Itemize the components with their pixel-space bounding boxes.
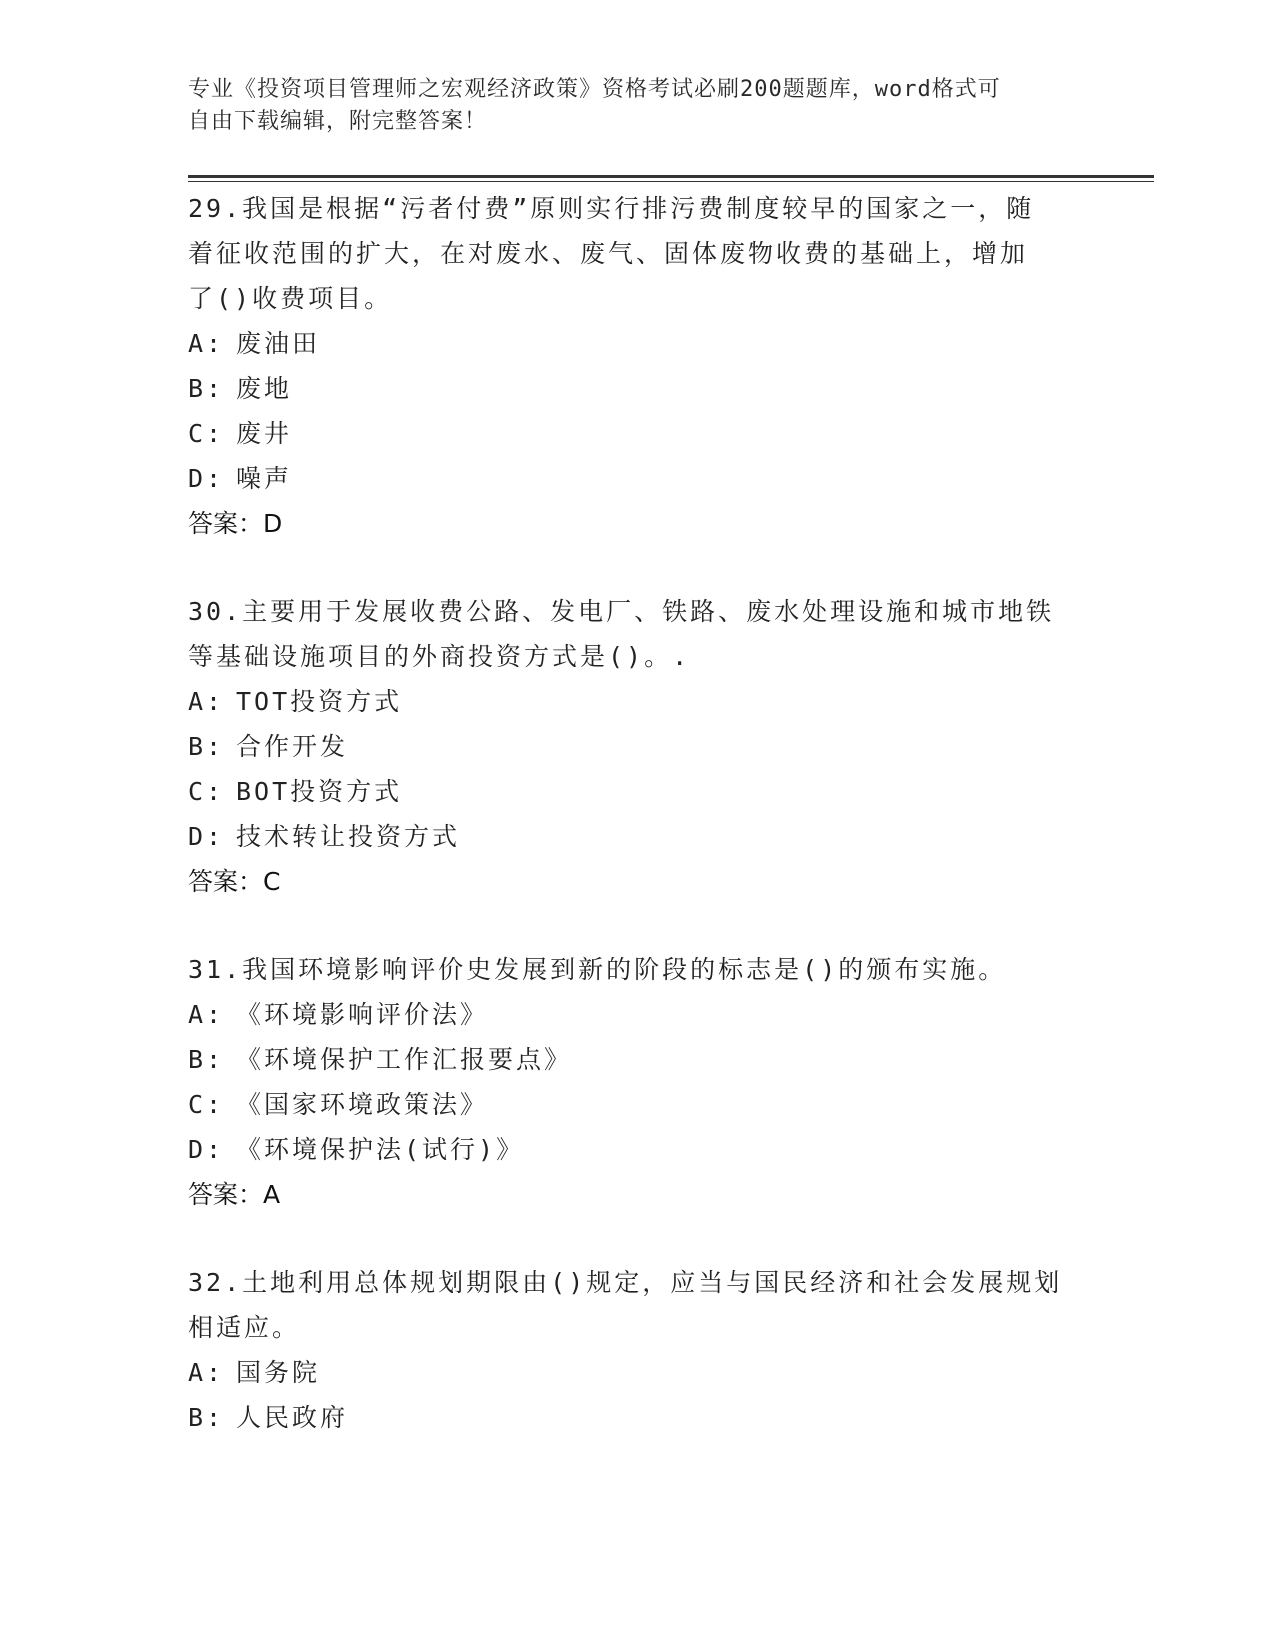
option-text: 废地 (236, 374, 293, 403)
answer-option (188, 366, 1088, 411)
answer-option (188, 679, 1088, 724)
option-letter: A: (188, 687, 225, 716)
option-text: BOT投资方式 (236, 777, 403, 806)
question-text-line: 31.我国环境影响评价史发展到新的阶段的标志是()的颁布实施。 (188, 955, 1007, 984)
answer-option (188, 321, 1088, 366)
question-block (188, 1260, 1088, 1440)
answer-option (188, 1082, 1088, 1127)
option-letter: C: (188, 1090, 225, 1119)
question-text-line: 相适应。 (188, 1313, 301, 1342)
question-block (188, 589, 1088, 904)
question-text-line: 30.主要用于发展收费公路、发电厂、铁路、废水处理设施和城市地铁 (188, 597, 1055, 626)
option-letter: B: (188, 732, 225, 761)
option-letter: C: (188, 419, 225, 448)
option-text: 废井 (236, 419, 293, 448)
question-text-line: 32.土地利用总体规划期限由()规定，应当与国民经济和社会发展规划 (188, 1268, 1063, 1297)
option-letter: B: (188, 1403, 225, 1432)
option-text: TOT投资方式 (236, 687, 403, 716)
option-text: 《环境影响评价法》 (236, 1000, 489, 1029)
answer-option (188, 1037, 1088, 1082)
header-line-1: 专业《投资项目管理师之宏观经济政策》资格考试必刷200题题库，word格式可 (188, 77, 1001, 102)
option-letter: B: (188, 1045, 225, 1074)
question-text-line: 了()收费项目。 (188, 284, 393, 313)
answer-key: 答案：C (188, 867, 281, 896)
option-text: 技术转让投资方式 (236, 822, 461, 851)
answer-key: 答案：A (188, 1180, 281, 1209)
answer-option (188, 724, 1088, 769)
option-letter: A: (188, 329, 225, 358)
header-rule-thin (188, 181, 1154, 182)
answer-option (188, 411, 1088, 456)
answer-option (188, 1350, 1088, 1395)
option-letter: A: (188, 1358, 225, 1387)
option-text: 《国家环境政策法》 (236, 1090, 489, 1119)
question-text-line: 29.我国是根据“污者付费”原则实行排污费制度较早的国家之一，随 (188, 194, 1035, 223)
answer-option (188, 1127, 1088, 1172)
option-text: 《环境保护法(试行)》 (236, 1135, 525, 1164)
question-list (188, 186, 1088, 1483)
option-letter: D: (188, 822, 225, 851)
option-text: 国务院 (236, 1358, 321, 1387)
question-block (188, 186, 1088, 546)
option-text: 合作开发 (236, 732, 349, 761)
header-line-2: 自由下载编辑，附完整答案！ (188, 109, 488, 134)
question-text-line: 着征收范围的扩大，在对废水、废气、固体废物收费的基础上，增加 (188, 239, 1029, 268)
question-block (188, 947, 1088, 1217)
document-header (188, 74, 1068, 138)
option-letter: A: (188, 1000, 225, 1029)
answer-option (188, 992, 1088, 1037)
answer-option (188, 769, 1088, 814)
answer-option (188, 456, 1088, 501)
answer-option (188, 1395, 1088, 1440)
answer-option (188, 814, 1088, 859)
answer-key: 答案：D (188, 509, 283, 538)
question-text-line: 等基础设施项目的外商投资方式是()。. (188, 642, 691, 671)
option-letter: D: (188, 464, 225, 493)
option-text: 《环境保护工作汇报要点》 (236, 1045, 573, 1074)
header-rule-thick (188, 175, 1154, 178)
option-text: 废油田 (236, 329, 321, 358)
option-text: 噪声 (236, 464, 293, 493)
option-letter: C: (188, 777, 225, 806)
option-letter: D: (188, 1135, 225, 1164)
option-text: 人民政府 (236, 1403, 349, 1432)
option-letter: B: (188, 374, 225, 403)
